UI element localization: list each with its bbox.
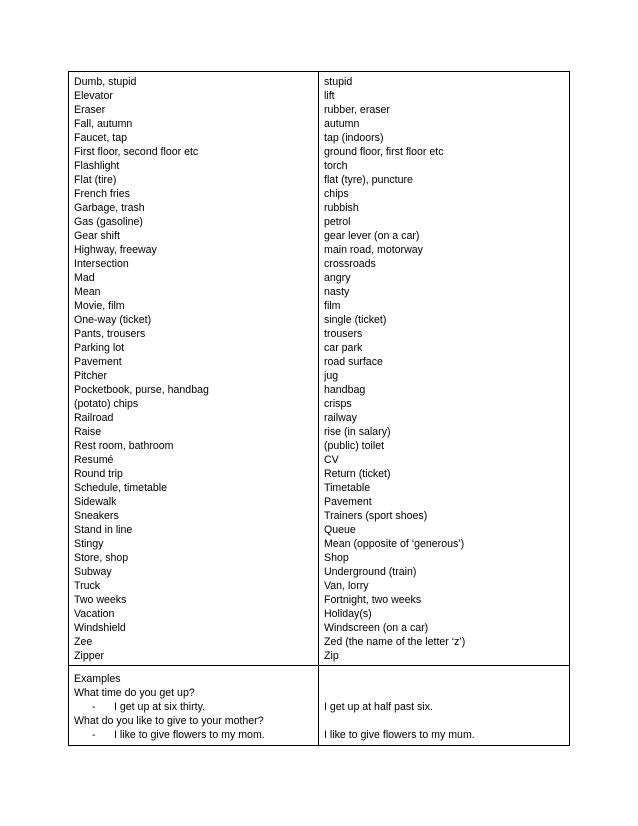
british-word-28: Return (ticket)	[324, 468, 391, 480]
american-word-14: Mad	[74, 272, 95, 284]
british-word-2: rubber, eraser	[324, 104, 390, 116]
american-word-3: Fall, autumn	[74, 118, 133, 130]
examples-row	[69, 666, 570, 746]
example-answer-1-british: I get up at half past six.	[324, 701, 433, 713]
american-word-28: Round trip	[74, 468, 123, 480]
american-word-10: Gas (gasoline)	[74, 216, 143, 228]
british-word-36: Van, lorry	[324, 580, 369, 592]
example-answer-1-american-line	[74, 700, 313, 714]
american-word-33: Stingy	[74, 538, 104, 550]
american-word-35: Subway	[74, 566, 112, 578]
example-answer-2-american-line	[74, 728, 313, 742]
example-answer-2-british: I like to give flowers to my mum.	[324, 729, 475, 741]
american-word-17: One-way (ticket)	[74, 314, 152, 326]
british-word-27: CV	[324, 454, 339, 466]
british-word-23: crisps	[324, 398, 352, 410]
american-word-23: (potato) chips	[74, 398, 139, 410]
british-word-21: jug	[324, 370, 339, 382]
american-word-30: Sidewalk	[74, 496, 117, 508]
american-word-24: Railroad	[74, 412, 114, 424]
british-word-20: road surface	[324, 356, 383, 368]
american-word-11: Gear shift	[74, 230, 120, 242]
american-word-9: Garbage, trash	[74, 202, 145, 214]
british-word-16: film	[324, 300, 341, 312]
american-word-6: Flashlight	[74, 160, 120, 172]
british-word-4: tap (indoors)	[324, 132, 384, 144]
american-word-5: First floor, second floor etc	[74, 146, 199, 158]
british-word-32: Queue	[324, 524, 356, 536]
american-word-38: Vacation	[74, 608, 115, 620]
british-word-12: main road, motorway	[324, 244, 423, 256]
british-word-11: gear lever (on a car)	[324, 230, 420, 242]
british-word-9: rubbish	[324, 202, 359, 214]
american-word-26: Rest room, bathroom	[74, 440, 174, 452]
british-word-22: handbag	[324, 384, 366, 396]
american-word-18: Pants, trousers	[74, 328, 146, 340]
british-word-0: stupid	[324, 76, 353, 88]
british-word-35: Underground (train)	[324, 566, 417, 578]
american-word-1: Elevator	[74, 90, 113, 102]
american-word-29: Schedule, timetable	[74, 482, 168, 494]
british-word-37: Fortnight, two weeks	[324, 594, 422, 606]
american-words-cell	[69, 72, 319, 666]
american-word-21: Pitcher	[74, 370, 107, 382]
american-word-8: French fries	[74, 188, 130, 200]
american-word-25: Raise	[74, 426, 102, 438]
american-word-2: Eraser	[74, 104, 106, 116]
british-word-34: Shop	[324, 552, 349, 564]
british-word-19: car park	[324, 342, 363, 354]
british-word-1: lift	[324, 90, 335, 102]
american-word-19: Parking lot	[74, 342, 125, 354]
american-word-12: Highway, freeway	[74, 244, 157, 256]
american-word-34: Store, shop	[74, 552, 129, 564]
example-answer-2-american: I like to give flowers to my mom.	[114, 729, 265, 741]
british-word-40: Zed (the name of the letter ‘z’)	[324, 636, 466, 648]
example-question-1: What time do you get up?	[74, 687, 195, 699]
british-word-31: Trainers (sport shoes)	[324, 510, 428, 522]
british-word-33: Mean (opposite of ‘generous’)	[324, 538, 465, 550]
examples-spacer	[324, 686, 564, 700]
british-word-5: ground floor, first floor etc	[324, 146, 444, 158]
examples-spacer	[324, 672, 564, 686]
american-word-0: Dumb, stupid	[74, 76, 137, 88]
american-word-7: Flat (tire)	[74, 174, 117, 186]
british-word-26: (public) toilet	[324, 440, 385, 452]
examples-american-cell	[69, 666, 319, 746]
british-word-39: Windscreen (on a car)	[324, 622, 429, 634]
bullet-dash: -	[92, 729, 96, 741]
british-word-18: trousers	[324, 328, 363, 340]
british-word-41: Zip	[324, 650, 339, 662]
american-word-27: Resumé	[74, 454, 114, 466]
american-word-16: Movie, film	[74, 300, 125, 312]
american-word-13: Intersection	[74, 258, 129, 270]
vocabulary-table	[68, 71, 570, 746]
british-word-25: rise (in salary)	[324, 426, 391, 438]
british-word-24: railway	[324, 412, 357, 424]
example-answer-1-american: I get up at six thirty.	[114, 701, 206, 713]
british-word-10: petrol	[324, 216, 351, 228]
british-word-30: Pavement	[324, 496, 372, 508]
examples-heading: Examples	[74, 673, 121, 685]
american-word-36: Truck	[74, 580, 101, 592]
british-word-6: torch	[324, 160, 348, 172]
british-word-13: crossroads	[324, 258, 376, 270]
american-word-22: Pocketbook, purse, handbag	[74, 384, 209, 396]
british-word-15: nasty	[324, 286, 350, 298]
american-word-32: Stand in line	[74, 524, 133, 536]
american-word-31: Sneakers	[74, 510, 119, 522]
american-word-37: Two weeks	[74, 594, 127, 606]
british-word-17: single (ticket)	[324, 314, 387, 326]
american-word-40: Zee	[74, 636, 93, 648]
british-word-29: Timetable	[324, 482, 371, 494]
british-word-3: autumn	[324, 118, 360, 130]
american-word-4: Faucet, tap	[74, 132, 127, 144]
british-word-7: flat (tyre), puncture	[324, 174, 413, 186]
american-word-15: Mean	[74, 286, 101, 298]
examples-british-cell	[319, 666, 570, 746]
british-word-8: chips	[324, 188, 349, 200]
british-word-38: Holiday(s)	[324, 608, 372, 620]
word-list-row	[69, 72, 570, 666]
examples-spacer	[324, 714, 564, 728]
american-word-39: Windshield	[74, 622, 126, 634]
american-word-41: Zipper	[74, 650, 105, 662]
british-word-14: angry	[324, 272, 351, 284]
british-words-cell	[319, 72, 570, 666]
example-question-2: What do you like to give to your mother?	[74, 715, 264, 727]
american-word-20: Pavement	[74, 356, 122, 368]
bullet-dash: -	[92, 701, 96, 713]
